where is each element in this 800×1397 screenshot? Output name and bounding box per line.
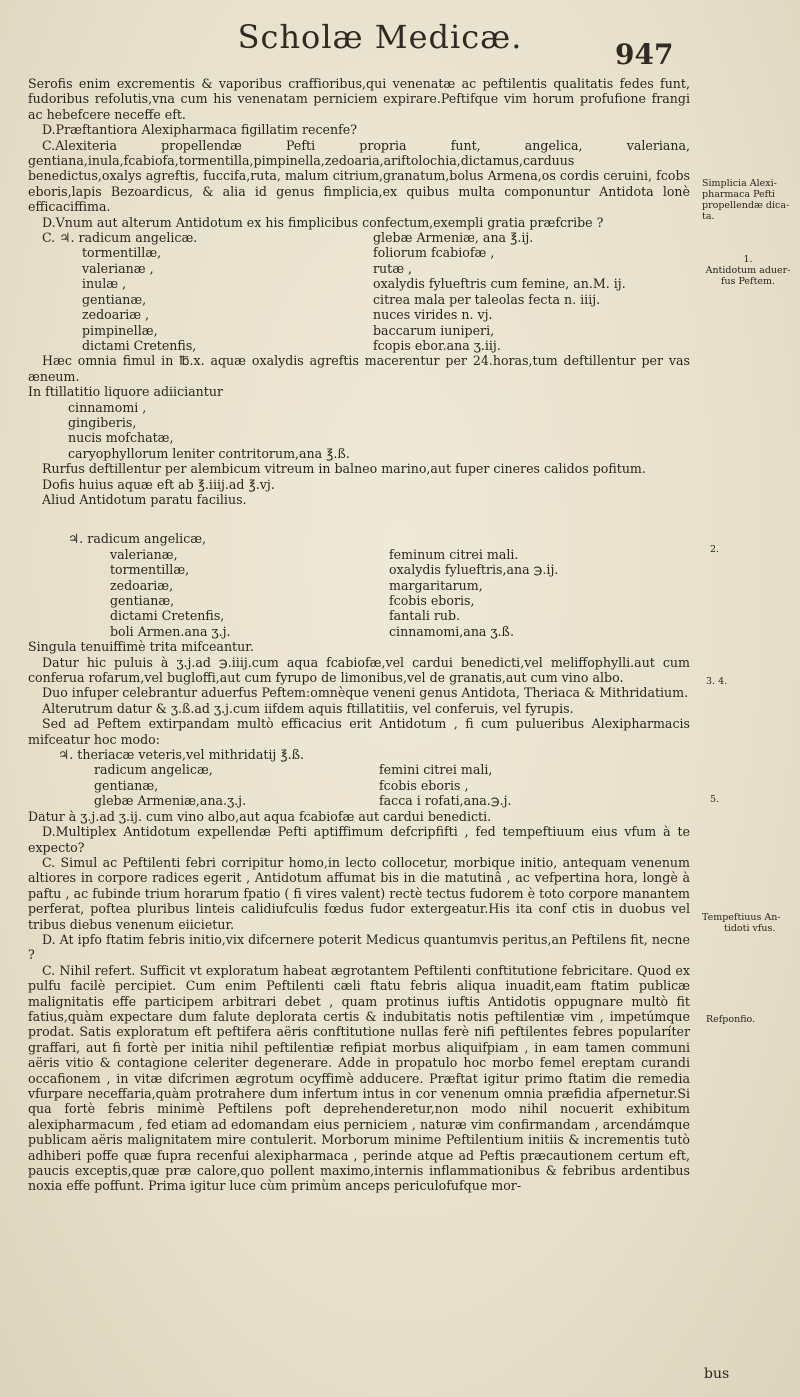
margin-number-3-4: 3. 4. [706, 676, 728, 687]
recipe-line: fcobis eboris, [389, 593, 475, 608]
recipe-line: dictami Cretenfis, [110, 608, 225, 624]
answer-simul: C. Simul ac Peftilenti febri corripitur homo,in lecto collocetur, morbique initio, antequam venenum altiores in corpore radices egerit , Antidotum affumat bis in die matutinâ , ac vefpertina hora, longè à paftu , ac fubinde trium horarum fpatio ( fi vires valent) rectè tectus fudorem è toto corpore manantem perferat, poftea pluribus linteis calidiufculis fœdus fudor extergeatur.His ita conf ctis in duobus vel tribus diebus venenum eiicietur. [28, 854, 690, 932]
recipe-line: tormentillæ, [110, 562, 190, 578]
paragraph-haec-omnia: Hæc omnia fimul in ℔.x. aquæ oxalydis agreftis macerentur per 24.horas,tum deftillentur per vas æneum. [28, 353, 690, 384]
list-item: caryophyllorum leniter contritorum,ana ℥.ß. [68, 445, 350, 461]
recipe-one-left [42, 230, 359, 353]
recipe-line: fcopis ebor.ana ʒ.iij. [373, 337, 501, 353]
recipe-two-left [68, 531, 369, 639]
margin-note-simplicia: Simplicia Alexi- pharmaca Pefti propellendæ dica- ta. [702, 178, 790, 222]
recipe-line: facca i rofati,ana.℈.j. [379, 793, 512, 809]
recipe-line: oxalydis fylueftris,ana ℈.ij. [389, 562, 559, 578]
margin-note-responsio: Refponfio. [706, 1014, 756, 1025]
recipe-line: baccarum iuniperi, [373, 322, 495, 338]
margin-number-5: 5. [710, 794, 720, 805]
recipe-line: gentianæ, [110, 593, 175, 608]
recipe-line: glebæ Armeniæ,ana.ʒ.j. [94, 793, 247, 809]
question-multiplex: D.Multiplex Antidotum expellendæ Pefti aptiffimum defcripfifti , fed tempeftiuum eius vfum à te expecto? [28, 824, 690, 855]
recipe-line: boli Armen.ana ʒ.j. [110, 623, 231, 639]
paragraph-duo-insuper: Duo infuper celebrantur aduerfus Peftem:omnèque veneni genus Antidota, Theriaca & Mithridatium. [42, 685, 689, 701]
recipe-line: citrea mala per taleolas fecta n. iiij. [373, 291, 601, 307]
paragraph-rursus: Rurfus deftillentur per alembicum vitreum in balneo marino,aut fuper cineres calidos pofitum. [42, 461, 646, 477]
recipe-line: dictami Cretenfis, [82, 337, 197, 353]
recipe-line: inulæ , [82, 276, 127, 292]
recipe-one-right [373, 230, 690, 353]
recipe-line: foliorum fcabiofæ , [373, 245, 495, 261]
list-item: gingiberis, [68, 414, 137, 430]
recipe-line: gentianæ, [94, 777, 159, 793]
recipe-line: cinnamomi,ana ʒ.ß. [389, 623, 514, 639]
paragraph-sed-ad-pestem: Sed ad Peftem extirpandam multò efficacius erit Antidotum , fi cum pulueribus Alexipharmacis mifceatur hoc modo: [28, 716, 690, 747]
recipe-line: tormentillæ, [82, 245, 162, 261]
paragraph-in-stillatitio: In ftillatitio liquore adiiciantur [28, 384, 223, 400]
recipe-line: oxalydis fylueftris cum femine, an.M. ij. [373, 276, 626, 292]
recipe-line: rutæ , [373, 260, 413, 276]
paragraph-datur-pulvis: Datur hic puluis à ʒ.j.ad ℈.iiij.cum aqua fcabiofæ,vel cardui benedicti,vel meliffophylli.aut cum conferua rofarum,vel bugloffi,aut cum fyrupo de limonibus,vel de granatis,aut cum vino albo. [28, 654, 690, 686]
list-item: cinnamomi , [68, 399, 147, 415]
paragraph-dosis: Dofis huius aquæ eft ab ℥.iiij.ad ℥.vj. [42, 476, 275, 492]
recipe-line [379, 747, 690, 762]
recipe-line: feminum citrei mali. [389, 546, 519, 562]
recipe-line: pimpinellæ, [82, 322, 158, 338]
recipe-line [389, 531, 690, 546]
recipe-line: zedoariæ, [110, 577, 174, 593]
recipe-line: ♃. radicum angelicæ, [68, 531, 207, 547]
question-vnum-antidotum: D.Vnum aut alterum Antidotum ex his fimplicibus confectum,exempli gratia præfcribe ? [42, 214, 604, 230]
recipe-three [58, 747, 690, 809]
recipe-line: fcobis eboris , [379, 777, 469, 793]
paragraph-datur-a: Datur à ʒ.j.ad ʒ.ij. cum vino albo,aut aqua fcabiofæ aut cardui benedicti. [28, 808, 492, 824]
recipe-line: nuces virides n. vj. [373, 307, 493, 323]
list-item: nucis mofchatæ, [68, 430, 174, 446]
catchword: bus [704, 1366, 730, 1382]
answer-nihil-refert: C. Nihil refert. Sufficit vt exploratum habeat ægrotantem Peftilenti conftitutione febricitare. Quod ex pulfu facilè percipiet. Cum enim Peftilenti cæli ftatu febris aliqua inuadit,eam ftatim publicæ malignitatis effe participem arbitrari debet , quam protinus iuftis Antidotis oppugnare multò fit fatius,quàm expectare dum falute deplorata certis & indubitatis notis peftilentiæ vim , impetúmque prodat. Satis exploratum eft peftifera aëris conftitutione nullas ferè nifi peftilentes febres popularíter graffari, aut fi fortè per initia nihil peftilentiæ refipiat morbus aliquifpiam , in eam tamen communi aëris vitio & contagione celeriter degenerare. Adde in propatulo hoc morbo femel ereptam curandi occafionem , in vitæ difcrimen ægrotum ocyffimè adducere. Præftat igitur primo ftatim die remedia vfurpare neceffaria,quàm protrahere dum infertum intus in cor venenum omnia præfidia afpernetur.Si qua fortè febris minimè Peftilens poft deprehenderetur,non modo nihil nocuerit exhibitum alexipharmacum , fed etiam ad edomandam eius perniciem , naturæ vim confirmandam , arcendámque publicam aëris malignitatem mire contulerit. Morborum minime Peftilentium initiis & incrementis tutò adhiberi poffe quæ fupra recenfui alexipharmaca , perinde atque ad Peftis præcautionem certum eft, paucis exceptis,quæ præ calore,quo pollent maximo,internis inflammationibus & febribus ardentibus noxia effe poffunt. Prima igitur luce cùm primùm anceps periculofufque mor- [28, 962, 690, 1194]
main-text-block [28, 76, 690, 1194]
list-in-stillatitio [28, 400, 690, 462]
recipe-two-right [389, 531, 690, 639]
recipe-line: fantali rub. [389, 608, 461, 624]
answer-alexiteria: C.Alexiteria propellendæ Pefti propria funt, angelica, valeriana, gentiana,inula,fcabiofa,tormentilla,pimpinella,zedoaria,ariftolochia,dictamus,carduus benedictus,oxalys agreftis, fuccifa,ruta, malum citrium,granatum,bolus Armena,os cordis ceruini, fcobs eboris,lapis Bezoardicus, & alia id genus fimplicia,ex quibus multa componuntur Antidota lonè efficaciffima. [28, 137, 690, 215]
recipe-line: ♃. theriacæ veteris,vel mithridatij ℥.ß. [58, 747, 305, 763]
paragraph-aliud: Aliud Antidotum paratu facilius. [42, 491, 247, 507]
page-number: 947 [615, 38, 674, 71]
recipe-line: C. ♃. radicum angelicæ. [42, 230, 198, 246]
recipe-line: femini citrei mali, [379, 762, 493, 778]
recipe-line: glebæ Armeniæ, ana ℥.ij. [373, 230, 534, 246]
recipe-two [68, 531, 690, 639]
margin-note-tempestiuus: Tempeftiuus An- tidoti vfus. [702, 912, 781, 934]
paragraph-serofis: Serofis enim excrementis & vaporibus craffioribus,qui venenatæ ac peftilentis qualitatis fedes funt, fudoribus refolutis,vna cum his venenatam perniciem expirare.Peftifque vim horum profufione frangi ac hebefcere neceffe eft. [28, 76, 690, 122]
paragraph-singula: Singula tenuiffimè trita mifceantur. [28, 639, 254, 655]
recipe-one [42, 230, 690, 353]
running-header-title: Scholæ Medicæ. [237, 18, 523, 56]
question-at-ipso: D. At ipfo ftatim febris initio,vix difcernere poterit Medicus quantumvis peritus,an Peftilens fit, necne ? [28, 931, 690, 963]
question-praestantiora: D.Præftantiora Alexipharmaca figillatim recenfe? [42, 122, 357, 138]
recipe-line: valerianæ , [82, 260, 154, 276]
margin-number-2: 2. [710, 544, 720, 555]
recipe-line: radicum angelicæ, [94, 762, 213, 778]
margin-note-antidotum: 1. Antidotum aduer- fus Peftem. [705, 254, 791, 287]
recipe-line: valerianæ, [110, 546, 178, 562]
recipe-line: gentianæ, [82, 291, 147, 307]
recipe-three-left [58, 747, 369, 809]
paragraph-alterutrum: Alterutrum datur & ʒ.ß.ad ʒ.j.cum iifdem aquis ftillatitiis, vel conferuis, vel fyrupis. [42, 700, 574, 716]
recipe-three-right [379, 747, 690, 809]
recipe-line: zedoariæ , [82, 307, 150, 323]
recipe-line: margaritarum, [389, 577, 483, 593]
